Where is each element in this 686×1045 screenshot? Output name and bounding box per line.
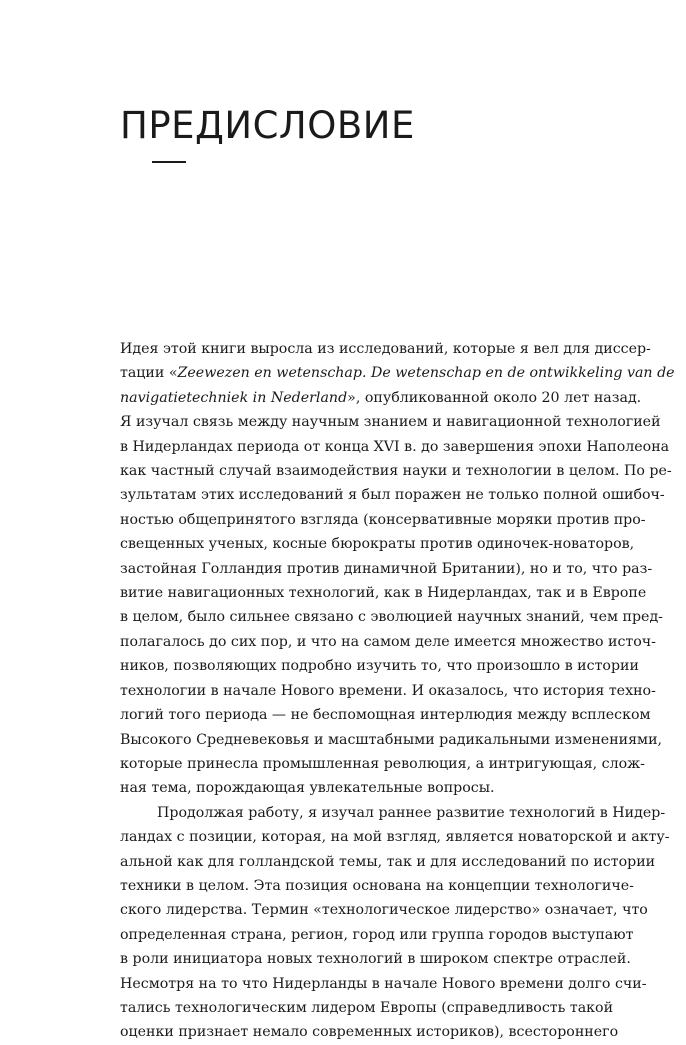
paragraph-2 bbox=[120, 801, 670, 1045]
text-line: определенная страна, регион, город или группа городов выступают bbox=[120, 926, 634, 943]
text-line: свещенных ученых, косные бюрократы против одиночек-новаторов, bbox=[120, 536, 635, 553]
text-line: техники в целом. Эта позиция основана на концепции технологиче- bbox=[120, 877, 634, 894]
text-line: ландах с позиции, которая, на мой взгляд, является новаторской и акту- bbox=[120, 829, 670, 846]
italic-title: navigatietechniek in Nederland bbox=[120, 389, 348, 406]
text-line: как частный случай взаимодействия науки и технологии в целом. По ре- bbox=[120, 463, 672, 480]
text-line: технологии в начале Нового времени. И оказалось, что история техно- bbox=[120, 682, 656, 699]
paragraph-1 bbox=[120, 337, 675, 801]
text-line: которые принесла промышленная революция, а интригующая, слож- bbox=[120, 755, 645, 772]
text-line: полагалось до сих пор, и что на самом деле имеется множество источ- bbox=[120, 633, 656, 650]
text-line: витие навигационных технологий, как в Нидерландах, так и в Европе bbox=[120, 585, 647, 602]
text-line: ского лидерства. Термин «технологическое лидерство» означает, что bbox=[120, 902, 648, 919]
text-line: тались технологическим лидером Европы (справедливость такой bbox=[120, 999, 614, 1016]
text-line: ная тема, порождающая увлекательные вопросы. bbox=[120, 780, 495, 797]
text-line: Я изучал связь между научным знанием и навигационной технологией bbox=[120, 414, 661, 431]
body-text bbox=[120, 337, 675, 1045]
text-line: застойная Голландия против динамичной Британии), но и то, что раз- bbox=[120, 560, 653, 577]
text-line: ников, позволяющих подробно изучить то, что произошло в истории bbox=[120, 658, 639, 675]
text-line: в целом, было сильнее связано с эволюцией научных знаний, чем пред- bbox=[120, 609, 663, 626]
text-line: в Нидерландах периода от конца XVI в. до завершения эпохи Наполеона bbox=[120, 438, 670, 455]
text-line: логий того периода — не беспомощная интерлюдия между всплеском bbox=[120, 707, 651, 724]
text-line: Высокого Средневековья и масштабными радикальными изменениями, bbox=[120, 731, 663, 748]
text-line: альной как для голландской темы, так и для исследований по истории bbox=[120, 853, 656, 870]
page-title: ПРЕДИСЛОВИЕ bbox=[120, 104, 415, 147]
text-line: ностью общепринятого взгляда (консервативные моряки против про- bbox=[120, 511, 646, 528]
text-line-italic: тации «Zeewezen en wetenschap. De wetenschap en de ontwikkeling van de bbox=[120, 365, 675, 382]
text-line: Несмотря на то что Нидерланды в начале Нового времени долго счи- bbox=[120, 975, 647, 992]
text-line-italic: navigatietechniek in Nederland», опубликованной около 20 лет назад. bbox=[120, 389, 642, 406]
text-line: в роли инициатора новых технологий в широком спектре отраслей. bbox=[120, 951, 631, 968]
text-line: Идея этой книги выросла из исследований, которые я вел для диссер- bbox=[120, 341, 651, 357]
title-rule bbox=[152, 161, 186, 163]
text-line: оценки признает немало современных историков), всестороннего bbox=[120, 1024, 619, 1041]
italic-title: Zeewezen en wetenschap. De wetenschap en de ontwikkeling van de bbox=[177, 365, 675, 382]
text-line: Продолжая работу, я изучал раннее развитие технологий в Нидер- bbox=[157, 804, 666, 821]
text-line: зультатам этих исследований я был поражен не только полной ошибоч- bbox=[120, 487, 665, 504]
